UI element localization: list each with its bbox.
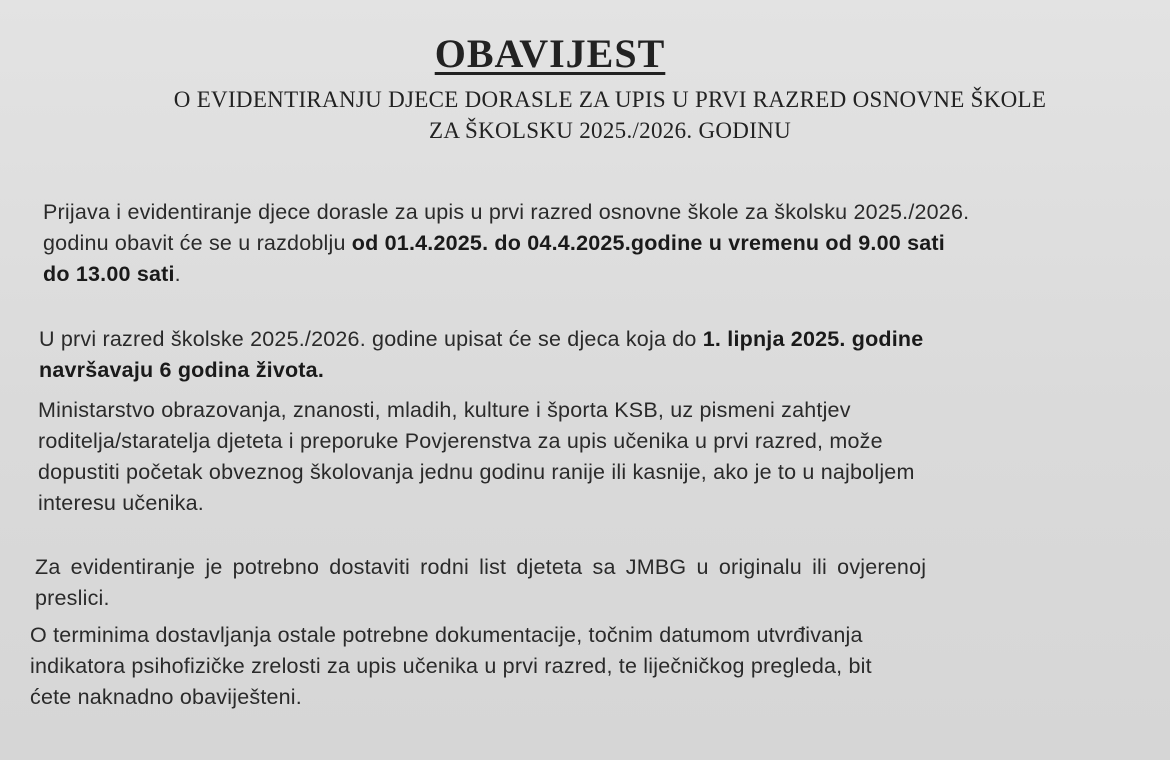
registration-end-time: do 13.00 sati: [43, 262, 175, 286]
subtitle-line-1: O EVIDENTIRANJU DJECE DORASLE ZA UPIS U PRVI RAZRED OSNOVNE ŠKOLE: [173, 87, 1047, 112]
paragraph-text: godinu obavit će se u razdoblju: [43, 231, 352, 255]
paragraph-line: ćete naknadno obaviješteni.: [30, 685, 302, 709]
paragraph-line: O terminima dostavljanja ostale potrebne dokumentacije, točnim datumom utvrđivanja: [30, 623, 863, 647]
cutoff-date: 1. lipnja 2025. godine: [702, 327, 924, 351]
paragraph-line: [39, 355, 1139, 386]
subtitle-line-2: ZA ŠKOLSKU 2025./2026. GODINU: [428, 118, 791, 143]
age-requirement-paragraph: [39, 324, 1139, 386]
ministry-paragraph: [38, 395, 1138, 519]
paragraph-line: Prijava i evidentiranje djece dorasle za upis u prvi razred osnovne škole za školsku 2025./2026.: [43, 200, 970, 224]
paragraph-line: Za evidentiranje je potrebno dostaviti rodni list djeteta sa JMBG u originalu ili ovjerenoj: [35, 555, 927, 579]
paragraph-line: indikatora psihofizičke zrelosti za upis učenika u prvi razred, te liječničkog pregleda, bit: [30, 654, 872, 678]
paragraph-text: U prvi razred školske 2025./2026. godine upisat će se djeca koja do: [39, 327, 703, 351]
age-requirement: navršavaju 6 godina života.: [39, 358, 324, 382]
paragraph-line: roditelja/staratelja djeteta i preporuke Povjerenstva za upis učenika u prvi razred, može: [38, 429, 883, 453]
registration-period-paragraph: [43, 197, 1153, 290]
paragraph-text: .: [174, 262, 181, 286]
paragraph-line: Ministarstvo obrazovanja, znanosti, mladih, kulture i športa KSB, uz pismeni zahtjev: [38, 398, 851, 422]
paragraph-line: interesu učenika.: [38, 491, 204, 515]
notice-title: OBAVIJEST: [434, 31, 666, 76]
paragraph-line: [39, 324, 1139, 355]
paragraph-line: [43, 228, 1153, 259]
paragraph-line: preslici.: [35, 586, 110, 610]
additional-info-paragraph: [30, 620, 1130, 713]
paragraph-line: [43, 259, 1153, 290]
registration-dates: od 01.4.2025. do 04.4.2025.godine u vremenu od 9.00 sati: [351, 231, 945, 255]
paragraph-line: dopustiti početak obveznog školovanja jednu godinu ranije ili kasnije, ako je to u najboljem: [38, 460, 915, 484]
notice-subtitle: [0, 84, 1170, 146]
documents-paragraph: [35, 552, 1135, 614]
